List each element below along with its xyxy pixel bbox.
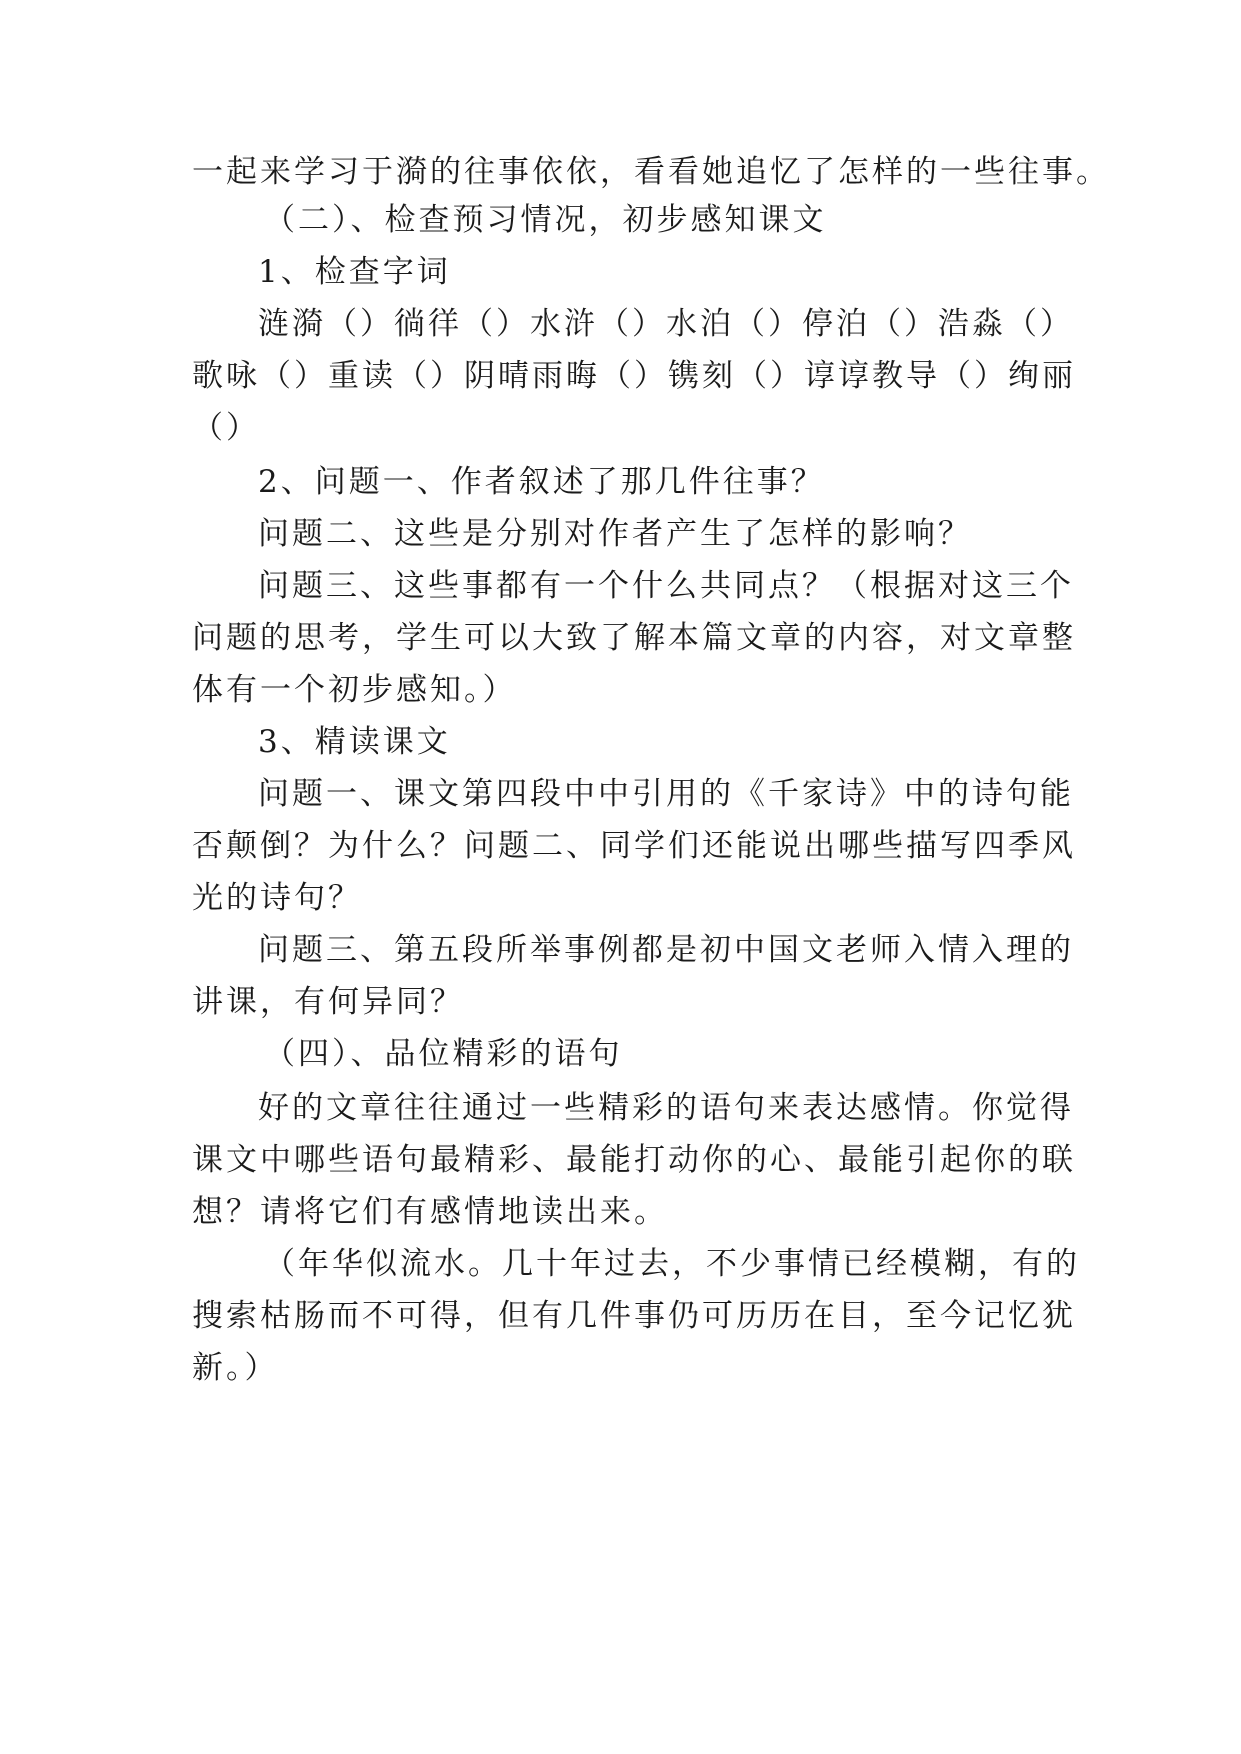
text-line: 2、问题一、作者叙述了那几件往事？	[258, 464, 825, 500]
text-line: 光的诗句？	[192, 880, 362, 916]
text-line: 课文中哪些语句最精彩、最能打动你的心、最能引起你的联	[192, 1142, 1076, 1178]
text-line: 搜索枯肠而不可得，但有几件事仍可历历在目，至今记忆犹	[192, 1298, 1076, 1334]
text-line: 歌咏（）重读（）阴晴雨晦（）镌刻（）谆谆教导（）绚丽	[192, 358, 1076, 394]
text-line: 想？请将它们有感情地读出来。	[192, 1194, 668, 1230]
text-line: （年华似流水。几十年过去，不少事情已经模糊，有的	[264, 1246, 1080, 1282]
section-heading: （二）、检查预习情况，初步感知课文	[264, 202, 827, 238]
text-line: 问题三、这些事都有一个什么共同点？（根据对这三个	[258, 568, 1074, 604]
text-line: 讲课，有何异同？	[192, 984, 464, 1020]
text-line: 体有一个初步感知。）	[192, 672, 517, 708]
text-line: （）	[192, 410, 260, 446]
text-line: 否颠倒？为什么？问题二、同学们还能说出哪些描写四季风	[192, 828, 1076, 864]
sub-heading: 3、精读课文	[258, 724, 451, 760]
text-line: 问题的思考，学生可以大致了解本篇文章的内容，对文章整	[192, 620, 1076, 656]
text-line: 问题一、课文第四段中中引用的《千家诗》中的诗句能	[258, 776, 1074, 812]
text-line: 一起来学习于漪的往事依依，看看她追忆了怎样的一些往事。	[192, 154, 1110, 190]
section-heading: （四）、品位精彩的语句	[264, 1036, 623, 1072]
text-line: 新。）	[192, 1350, 279, 1386]
text-line: 问题二、这些是分别对作者产生了怎样的影响？	[258, 516, 972, 552]
text-line: 问题三、第五段所举事例都是初中国文老师入情入理的	[258, 932, 1074, 968]
sub-heading: 1、检查字词	[258, 254, 451, 290]
text-line: 好的文章往往通过一些精彩的语句来表达感情。你觉得	[258, 1090, 1074, 1126]
text-line: 涟漪（）徜徉（）水浒（）水泊（）停泊（）浩淼（）	[258, 306, 1074, 342]
